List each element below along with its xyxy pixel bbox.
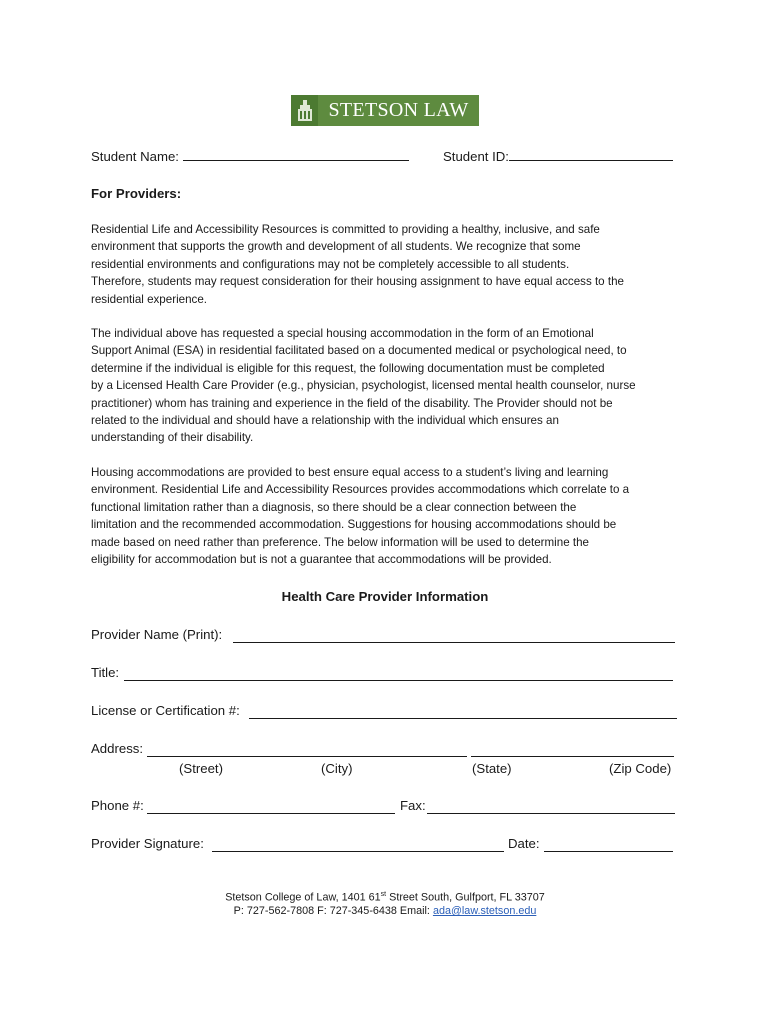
paragraph-line: residential experience.: [91, 292, 208, 306]
title-label: Title:: [91, 665, 120, 680]
paragraph-line: Housing accommodations are provided to best ensure equal access to a student’s living and learning: [91, 466, 609, 479]
student-id-field: [443, 148, 673, 164]
fax-input[interactable]: [427, 813, 675, 814]
address-street-caption: (Street): [179, 761, 223, 776]
footer-address-sup: st: [380, 891, 387, 898]
signature-label: Provider Signature:: [91, 836, 204, 851]
address-state-zip-input[interactable]: [471, 756, 674, 757]
paragraph-1: [91, 221, 683, 308]
paragraph-line: eligibility for accommodation but is not a guarantee that accommodations will be provided.: [91, 553, 552, 567]
paragraph-line: environment. Residential Life and Accessibility Resources provides accommodations which correlate to a: [91, 483, 630, 497]
provider-name-input[interactable]: [233, 642, 675, 643]
address-zip-caption: (Zip Code): [609, 761, 672, 776]
date-label: Date:: [508, 836, 540, 851]
paragraph-3: [91, 464, 683, 568]
date-input[interactable]: [544, 851, 673, 852]
paragraph-line: The individual above has requested a special housing accommodation in the form of an Emotional: [91, 327, 594, 340]
footer-contact: [0, 903, 770, 920]
address-label: Address:: [91, 741, 144, 756]
license-label: License or Certification #:: [91, 703, 240, 718]
phone-label: Phone #:: [91, 798, 144, 813]
student-name-input[interactable]: [183, 148, 409, 161]
paragraph-line: environment that supports the growth and development of all students. We recognize that some: [91, 240, 581, 254]
signature-input[interactable]: [212, 851, 504, 852]
paragraph-line: related to the individual and should have a relationship with the individual which ensures an: [91, 414, 559, 428]
footer-address-text-end: Street South, Gulfport, FL 33707: [386, 891, 545, 904]
student-name-field: [91, 148, 409, 164]
provider-section-title: Health Care Provider Information: [281, 589, 489, 604]
fax-label: Fax:: [400, 798, 426, 813]
license-input[interactable]: [249, 718, 677, 719]
paragraph-line: residential environments and configurations may not be completely accessible to all students.: [91, 257, 570, 271]
student-name-label: Student Name:: [91, 149, 179, 164]
paragraph-line: functional limitation rather than a diagnosis, so there should be a clear connection between the: [91, 500, 577, 514]
student-id-input[interactable]: [509, 148, 673, 161]
student-id-label: Student ID:: [443, 149, 509, 164]
paragraph-line: practitioner) whom has training and experience in the field of the disability. The Provider should not be: [91, 396, 613, 410]
paragraph-line: Support Animal (ESA) in residential facilitated based on a documented medical or psychological need, to: [91, 344, 627, 358]
paragraph-line: Therefore, students may request consideration for their housing assignment to have equal access to the: [91, 275, 624, 289]
paragraph-2: [91, 325, 683, 447]
paragraph-line: Residential Life and Accessibility Resources is committed to providing a healthy, inclusive, and safe: [91, 223, 600, 236]
building-icon: [291, 95, 318, 126]
address-state-caption: (State): [472, 761, 512, 776]
paragraph-line: determine if the individual is eligible for this request, the following documentation must be completed: [91, 361, 605, 375]
paragraph-line: made based on need rather than preference. The below information will be used to determine the: [91, 535, 589, 549]
section-title: For Providers:: [91, 186, 182, 201]
logo-text: STETSON LAW: [328, 99, 469, 121]
footer-contact-text: P: 727-562-7808 F: 727-345-6438 Email:: [233, 905, 433, 917]
stetson-law-logo: [291, 95, 479, 126]
paragraph-line: understanding of their disability.: [91, 431, 254, 445]
address-city-caption: (City): [321, 761, 353, 776]
address-street-city-input[interactable]: [147, 756, 467, 757]
provider-name-label: Provider Name (Print):: [91, 627, 223, 642]
phone-input[interactable]: [147, 813, 395, 814]
title-input[interactable]: [124, 680, 673, 681]
email-link[interactable]: ada@law.stetson.edu: [432, 905, 537, 917]
paragraph-line: limitation and the recommended accommodation. Suggestions for housing accommodations should be: [91, 518, 617, 532]
footer-address-text: Stetson College of Law, 1401 61: [225, 891, 381, 904]
paragraph-line: by a Licensed Health Care Provider (e.g., physician, psychologist, licensed mental health counselor, nurse: [91, 379, 636, 393]
